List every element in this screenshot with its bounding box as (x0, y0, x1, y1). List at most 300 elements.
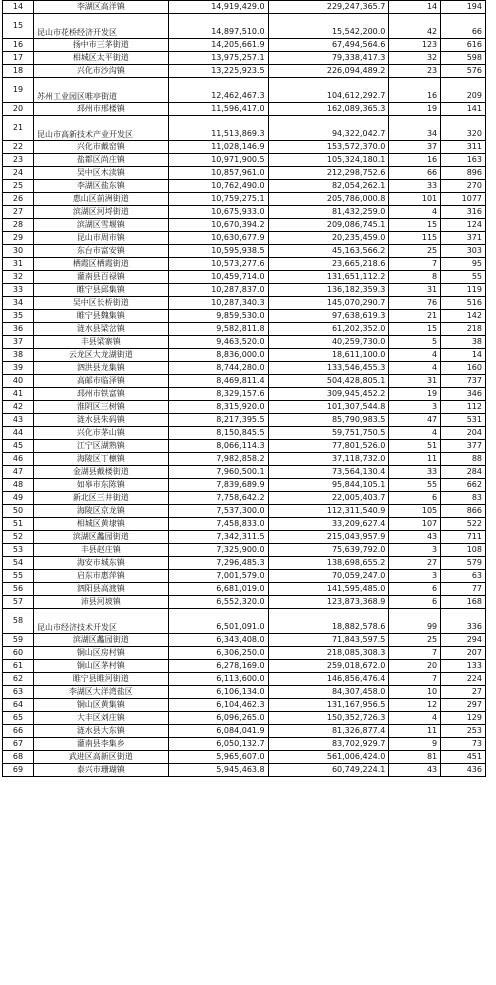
value-2-cell: 150,352,726.3 (268, 712, 389, 725)
count-2-cell: 63 (441, 570, 486, 583)
value-2-cell: 81,432,259.0 (268, 206, 389, 219)
count-1-cell: 9 (389, 738, 441, 751)
count-2-cell: 95 (441, 258, 486, 271)
table-row (3, 466, 486, 479)
count-1-cell: 115 (389, 232, 441, 245)
value-2-cell: 138,698,655.2 (268, 557, 389, 570)
value-1-cell: 10,459,714.0 (168, 271, 268, 284)
count-2-cell: 316 (441, 206, 486, 219)
count-1-cell: 19 (389, 103, 441, 116)
count-2-cell: 531 (441, 414, 486, 427)
town-name-cell: 兴化市茅山镇 (34, 427, 169, 440)
table-row (3, 103, 486, 116)
count-2-cell: 160 (441, 362, 486, 375)
value-2-cell: 60,749,224.1 (268, 764, 389, 777)
count-2-cell: 142 (441, 310, 486, 323)
count-1-cell: 37 (389, 141, 441, 154)
table-row (3, 725, 486, 738)
count-1-cell: 105 (389, 505, 441, 518)
value-2-cell: 141,595,485.0 (268, 583, 389, 596)
value-2-cell: 45,163,566.2 (268, 245, 389, 258)
value-2-cell: 70,059,247.0 (268, 570, 389, 583)
value-1-cell: 13,225,923.5 (168, 65, 268, 78)
value-1-cell: 8,744,280.0 (168, 362, 268, 375)
town-name-cell: 滨湖区蠡园街道 (34, 531, 169, 544)
value-2-cell: 61,202,352.0 (268, 323, 389, 336)
count-2-cell: 27 (441, 686, 486, 699)
count-1-cell: 6 (389, 596, 441, 609)
count-1-cell: 32 (389, 52, 441, 65)
town-name-cell: 丰县赵庄镇 (34, 544, 169, 557)
town-name-cell: 云龙区大龙湖街道 (34, 349, 169, 362)
row-rank-cell: 58 (3, 609, 34, 634)
value-1-cell: 11,028,146.9 (168, 141, 268, 154)
count-2-cell: 737 (441, 375, 486, 388)
town-name-cell: 大丰区刘庄镇 (34, 712, 169, 725)
count-2-cell: 662 (441, 479, 486, 492)
value-1-cell: 6,084,041.9 (168, 725, 268, 738)
count-1-cell: 12 (389, 699, 441, 712)
value-2-cell: 95,844,105.1 (268, 479, 389, 492)
value-2-cell: 18,611,100.0 (268, 349, 389, 362)
row-rank-cell: 36 (3, 323, 34, 336)
row-rank-cell: 64 (3, 699, 34, 712)
value-1-cell: 10,670,394.2 (168, 219, 268, 232)
count-1-cell: 11 (389, 725, 441, 738)
count-2-cell: 14 (441, 349, 486, 362)
value-2-cell: 133,546,455.3 (268, 362, 389, 375)
count-2-cell: 129 (441, 712, 486, 725)
count-2-cell: 896 (441, 167, 486, 180)
row-rank-cell: 39 (3, 362, 34, 375)
value-1-cell: 6,552,320.0 (168, 596, 268, 609)
count-2-cell: 141 (441, 103, 486, 116)
table-row (3, 738, 486, 751)
town-name-cell: 海陵区丁檩镇 (34, 453, 169, 466)
count-2-cell: 163 (441, 154, 486, 167)
count-2-cell: 336 (441, 609, 486, 634)
count-1-cell: 123 (389, 39, 441, 52)
value-1-cell: 10,573,277.6 (168, 258, 268, 271)
value-1-cell: 10,675,933.0 (168, 206, 268, 219)
town-name-cell: 惠山区前洲街道 (34, 193, 169, 206)
value-1-cell: 8,066,114.3 (168, 440, 268, 453)
table-row (3, 712, 486, 725)
value-1-cell: 13,975,257.1 (168, 52, 268, 65)
town-name-cell: 铜山区茅村镇 (34, 660, 169, 673)
town-name-cell: 泗洪县龙集镇 (34, 362, 169, 375)
value-2-cell: 40,259,730.0 (268, 336, 389, 349)
value-1-cell: 11,596,417.0 (168, 103, 268, 116)
value-1-cell: 10,759,275.1 (168, 193, 268, 206)
count-2-cell: 55 (441, 271, 486, 284)
row-rank-cell: 42 (3, 401, 34, 414)
table-row (3, 1, 486, 14)
count-2-cell: 253 (441, 725, 486, 738)
row-rank-cell: 34 (3, 297, 34, 310)
value-2-cell: 205,786,000.8 (268, 193, 389, 206)
value-1-cell: 7,325,900.0 (168, 544, 268, 557)
count-2-cell: 284 (441, 466, 486, 479)
table-row (3, 686, 486, 699)
count-1-cell: 43 (389, 764, 441, 777)
value-1-cell: 7,839,689.9 (168, 479, 268, 492)
value-1-cell: 6,306,250.0 (168, 647, 268, 660)
value-2-cell: 259,018,672.0 (268, 660, 389, 673)
count-2-cell: 73 (441, 738, 486, 751)
town-name-cell: 丰县梁寨镇 (34, 336, 169, 349)
count-2-cell: 311 (441, 141, 486, 154)
table-row (3, 479, 486, 492)
count-2-cell: 522 (441, 518, 486, 531)
count-2-cell: 1077 (441, 193, 486, 206)
row-rank-cell: 35 (3, 310, 34, 323)
row-rank-cell: 21 (3, 116, 34, 141)
count-2-cell: 451 (441, 751, 486, 764)
value-1-cell: 9,859,530.0 (168, 310, 268, 323)
table-row (3, 453, 486, 466)
town-name-cell: 如皋市东陈镇 (34, 479, 169, 492)
count-2-cell: 207 (441, 647, 486, 660)
value-2-cell: 59,751,750.5 (268, 427, 389, 440)
town-name-cell: 昆山市花桥经济开发区 (34, 14, 169, 39)
town-name-cell: 兴化市沙沟镇 (34, 65, 169, 78)
town-name-cell: 李湖区盐东镇 (34, 180, 169, 193)
table-row (3, 65, 486, 78)
value-2-cell: 101,307,544.8 (268, 401, 389, 414)
row-rank-cell: 28 (3, 219, 34, 232)
table-row (3, 401, 486, 414)
town-name-cell: 吴中区长桥街道 (34, 297, 169, 310)
row-rank-cell: 18 (3, 65, 34, 78)
town-name-cell: 相城区黄埭镇 (34, 518, 169, 531)
table-row (3, 180, 486, 193)
value-1-cell: 8,315,920.0 (168, 401, 268, 414)
row-rank-cell: 52 (3, 531, 34, 544)
value-2-cell: 309,945,452.2 (268, 388, 389, 401)
table-row (3, 388, 486, 401)
count-2-cell: 516 (441, 297, 486, 310)
count-1-cell: 76 (389, 297, 441, 310)
count-1-cell: 4 (389, 362, 441, 375)
town-name-cell: 启东市惠萍镇 (34, 570, 169, 583)
value-1-cell: 5,965,607.0 (168, 751, 268, 764)
value-1-cell: 10,857,961.0 (168, 167, 268, 180)
town-name-cell: 昆山市经济技术开发区 (34, 609, 169, 634)
row-rank-cell: 31 (3, 258, 34, 271)
table-row (3, 609, 486, 634)
count-1-cell: 15 (389, 219, 441, 232)
value-1-cell: 6,104,462.3 (168, 699, 268, 712)
value-2-cell: 123,873,368.9 (268, 596, 389, 609)
town-name-cell: 淮阴区三树镇 (34, 401, 169, 414)
count-2-cell: 168 (441, 596, 486, 609)
value-2-cell: 215,043,957.9 (268, 531, 389, 544)
value-1-cell: 10,595,938.5 (168, 245, 268, 258)
town-name-cell: 江宁区湖熟镇 (34, 440, 169, 453)
table-row (3, 596, 486, 609)
count-2-cell: 194 (441, 1, 486, 14)
value-1-cell: 8,329,157.6 (168, 388, 268, 401)
value-2-cell: 75,639,792.0 (268, 544, 389, 557)
town-name-cell: 邳州市邢楼镇 (34, 103, 169, 116)
value-1-cell: 6,681,019.0 (168, 583, 268, 596)
count-2-cell: 377 (441, 440, 486, 453)
town-name-cell: 泰兴市珊瑚镇 (34, 764, 169, 777)
value-2-cell: 20,235,459.0 (268, 232, 389, 245)
table-row (3, 647, 486, 660)
data-table (2, 0, 486, 777)
table-row (3, 751, 486, 764)
table-row (3, 699, 486, 712)
value-1-cell: 8,469,811.4 (168, 375, 268, 388)
value-1-cell: 8,836,000.0 (168, 349, 268, 362)
town-name-cell: 昆山市高新技术产业开发区 (34, 116, 169, 141)
count-1-cell: 66 (389, 167, 441, 180)
value-1-cell: 8,150,845.5 (168, 427, 268, 440)
row-rank-cell: 25 (3, 180, 34, 193)
value-1-cell: 10,762,490.0 (168, 180, 268, 193)
count-2-cell: 133 (441, 660, 486, 673)
row-rank-cell: 46 (3, 453, 34, 466)
count-1-cell: 6 (389, 583, 441, 596)
row-rank-cell: 57 (3, 596, 34, 609)
value-1-cell: 7,001,579.0 (168, 570, 268, 583)
table-row (3, 245, 486, 258)
value-2-cell: 212,298,752.6 (268, 167, 389, 180)
value-2-cell: 15,542,200.0 (268, 14, 389, 39)
row-rank-cell: 67 (3, 738, 34, 751)
value-1-cell: 7,458,833.0 (168, 518, 268, 531)
row-rank-cell: 47 (3, 466, 34, 479)
table-row (3, 39, 486, 52)
count-1-cell: 19 (389, 388, 441, 401)
town-name-cell: 滨湖区雪堰镇 (34, 219, 169, 232)
town-name-cell: 涟水县梁岔镇 (34, 323, 169, 336)
count-1-cell: 7 (389, 673, 441, 686)
row-rank-cell: 23 (3, 154, 34, 167)
row-rank-cell: 66 (3, 725, 34, 738)
value-2-cell: 79,338,417.3 (268, 52, 389, 65)
count-1-cell: 5 (389, 336, 441, 349)
value-1-cell: 14,919,429.0 (168, 1, 268, 14)
row-rank-cell: 29 (3, 232, 34, 245)
count-1-cell: 99 (389, 609, 441, 634)
count-2-cell: 371 (441, 232, 486, 245)
value-1-cell: 7,982,858.2 (168, 453, 268, 466)
row-rank-cell: 16 (3, 39, 34, 52)
count-1-cell: 4 (389, 349, 441, 362)
count-1-cell: 3 (389, 401, 441, 414)
value-2-cell: 85,790,983.5 (268, 414, 389, 427)
value-1-cell: 7,960,500.1 (168, 466, 268, 479)
count-1-cell: 81 (389, 751, 441, 764)
count-1-cell: 55 (389, 479, 441, 492)
table-row (3, 271, 486, 284)
value-1-cell: 6,106,134.0 (168, 686, 268, 699)
row-rank-cell: 38 (3, 349, 34, 362)
town-name-cell: 邳州市铁富镇 (34, 388, 169, 401)
value-2-cell: 84,307,458.0 (268, 686, 389, 699)
row-rank-cell: 68 (3, 751, 34, 764)
value-2-cell: 112,311,540.9 (268, 505, 389, 518)
row-rank-cell: 26 (3, 193, 34, 206)
value-2-cell: 105,324,180.1 (268, 154, 389, 167)
table-row (3, 375, 486, 388)
value-1-cell: 8,217,395.5 (168, 414, 268, 427)
value-1-cell: 6,278,169.0 (168, 660, 268, 673)
row-rank-cell: 56 (3, 583, 34, 596)
count-1-cell: 10 (389, 686, 441, 699)
count-1-cell: 42 (389, 14, 441, 39)
count-1-cell: 3 (389, 544, 441, 557)
count-1-cell: 14 (389, 1, 441, 14)
town-name-cell: 苏州工业园区唯亭街道 (34, 78, 169, 103)
count-1-cell: 11 (389, 453, 441, 466)
town-name-cell: 栖霞区栖霞街道 (34, 258, 169, 271)
value-2-cell: 229,247,365.7 (268, 1, 389, 14)
value-1-cell: 11,513,869.3 (168, 116, 268, 141)
count-1-cell: 16 (389, 154, 441, 167)
table-row (3, 52, 486, 65)
row-rank-cell: 55 (3, 570, 34, 583)
town-name-cell: 高邮市临泽镇 (34, 375, 169, 388)
town-name-cell: 灌南县李集乡 (34, 738, 169, 751)
value-1-cell: 6,343,408.0 (168, 634, 268, 647)
table-row (3, 518, 486, 531)
count-1-cell: 6 (389, 492, 441, 505)
count-1-cell: 16 (389, 78, 441, 103)
value-2-cell: 33,209,627.4 (268, 518, 389, 531)
table-row (3, 673, 486, 686)
value-2-cell: 504,428,805.1 (268, 375, 389, 388)
value-1-cell: 10,287,340.3 (168, 297, 268, 310)
row-rank-cell: 59 (3, 634, 34, 647)
count-2-cell: 598 (441, 52, 486, 65)
table-row (3, 570, 486, 583)
count-1-cell: 101 (389, 193, 441, 206)
table-row (3, 362, 486, 375)
count-2-cell: 346 (441, 388, 486, 401)
row-rank-cell: 22 (3, 141, 34, 154)
value-2-cell: 104,612,292.7 (268, 78, 389, 103)
town-name-cell: 灌南县百禄镇 (34, 271, 169, 284)
value-2-cell: 77,801,526.0 (268, 440, 389, 453)
value-2-cell: 146,856,476.4 (268, 673, 389, 686)
table-row (3, 764, 486, 777)
row-rank-cell: 30 (3, 245, 34, 258)
town-name-cell: 涟水县大东镇 (34, 725, 169, 738)
town-name-cell: 新北区三井街道 (34, 492, 169, 505)
count-2-cell: 88 (441, 453, 486, 466)
count-2-cell: 108 (441, 544, 486, 557)
row-rank-cell: 37 (3, 336, 34, 349)
value-2-cell: 18,882,578.6 (268, 609, 389, 634)
value-1-cell: 7,342,311.5 (168, 531, 268, 544)
count-2-cell: 866 (441, 505, 486, 518)
town-name-cell: 盐都区尚庄镇 (34, 154, 169, 167)
count-2-cell: 303 (441, 245, 486, 258)
town-name-cell: 滨湖区蠡园街道 (34, 634, 169, 647)
value-2-cell: 218,085,308.3 (268, 647, 389, 660)
town-name-cell: 铜山区房村镇 (34, 647, 169, 660)
table-row (3, 492, 486, 505)
count-2-cell: 83 (441, 492, 486, 505)
value-2-cell: 97,638,619.3 (268, 310, 389, 323)
value-1-cell: 9,463,520.0 (168, 336, 268, 349)
value-2-cell: 83,702,929.7 (268, 738, 389, 751)
count-1-cell: 4 (389, 206, 441, 219)
town-name-cell: 相城区太平街道 (34, 52, 169, 65)
table-row (3, 232, 486, 245)
count-2-cell: 579 (441, 557, 486, 570)
count-2-cell: 119 (441, 284, 486, 297)
count-1-cell: 51 (389, 440, 441, 453)
value-2-cell: 226,094,489.2 (268, 65, 389, 78)
value-1-cell: 6,050,132.7 (168, 738, 268, 751)
town-name-cell: 兴化市戴窑镇 (34, 141, 169, 154)
town-name-cell: 沛县河坡镇 (34, 596, 169, 609)
table-row (3, 78, 486, 103)
value-1-cell: 10,971,900.5 (168, 154, 268, 167)
value-1-cell: 10,287,837.0 (168, 284, 268, 297)
table-row (3, 193, 486, 206)
town-name-cell: 金湖县戴楼街道 (34, 466, 169, 479)
count-1-cell: 33 (389, 466, 441, 479)
count-2-cell: 224 (441, 673, 486, 686)
town-name-cell: 睢宁县睢河街道 (34, 673, 169, 686)
value-2-cell: 561,006,424.0 (268, 751, 389, 764)
count-2-cell: 209 (441, 78, 486, 103)
value-2-cell: 131,167,956.5 (268, 699, 389, 712)
count-2-cell: 204 (441, 427, 486, 440)
row-rank-cell: 32 (3, 271, 34, 284)
count-1-cell: 3 (389, 570, 441, 583)
count-1-cell: 27 (389, 557, 441, 570)
town-name-cell: 睢宁县邱集镇 (34, 284, 169, 297)
table-body (3, 1, 486, 777)
town-name-cell: 李湖区大洋湾盐区 (34, 686, 169, 699)
count-1-cell: 7 (389, 258, 441, 271)
row-rank-cell: 65 (3, 712, 34, 725)
row-rank-cell: 49 (3, 492, 34, 505)
row-rank-cell: 41 (3, 388, 34, 401)
count-1-cell: 31 (389, 284, 441, 297)
value-2-cell: 136,182,359.3 (268, 284, 389, 297)
count-1-cell: 7 (389, 647, 441, 660)
count-1-cell: 43 (389, 531, 441, 544)
count-2-cell: 270 (441, 180, 486, 193)
count-1-cell: 31 (389, 375, 441, 388)
count-2-cell: 297 (441, 699, 486, 712)
town-name-cell: 李湖区高洋镇 (34, 1, 169, 14)
count-1-cell: 4 (389, 712, 441, 725)
value-2-cell: 37,118,732.0 (268, 453, 389, 466)
table-row (3, 167, 486, 180)
row-rank-cell: 24 (3, 167, 34, 180)
row-rank-cell: 14 (3, 1, 34, 14)
value-2-cell: 73,564,130.4 (268, 466, 389, 479)
table-row (3, 505, 486, 518)
row-rank-cell: 19 (3, 78, 34, 103)
row-rank-cell: 61 (3, 660, 34, 673)
count-1-cell: 47 (389, 414, 441, 427)
row-rank-cell: 69 (3, 764, 34, 777)
row-rank-cell: 27 (3, 206, 34, 219)
row-rank-cell: 20 (3, 103, 34, 116)
row-rank-cell: 54 (3, 557, 34, 570)
count-1-cell: 20 (389, 660, 441, 673)
